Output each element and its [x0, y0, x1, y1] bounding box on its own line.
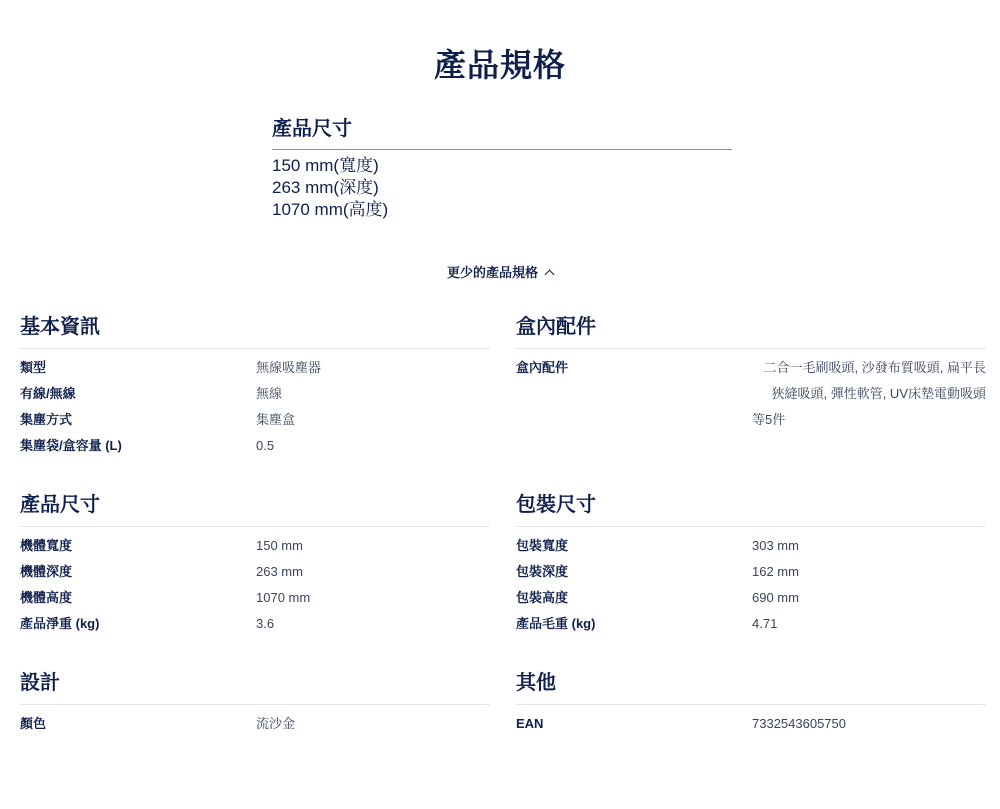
section-design	[20, 670, 490, 737]
page-title: 產品規格	[433, 47, 566, 83]
dimension-height: 1070 mm(高度)	[272, 200, 389, 219]
dimensions-summary	[272, 112, 732, 221]
spec-row	[20, 711, 490, 737]
accessory-line: 二合一毛刷吸頭, 沙發布質吸頭, 扁平長	[763, 360, 986, 375]
spec-value: 7332543605750	[752, 716, 846, 731]
spec-key: 盒內配件	[516, 360, 569, 375]
dimension-depth: 263 mm(深度)	[272, 178, 379, 197]
section-title: 其他	[516, 670, 986, 705]
section-basic-info	[20, 314, 490, 459]
fewer-specs-toggle[interactable]	[0, 262, 1000, 281]
spec-row	[516, 533, 986, 559]
spec-value: 150 mm	[256, 538, 303, 553]
spec-value: 4.71	[752, 616, 778, 631]
spec-key: EAN	[516, 716, 544, 731]
spec-row	[20, 407, 490, 433]
section-title: 產品尺寸	[20, 492, 490, 527]
section-accessories	[516, 314, 986, 433]
section-other	[516, 670, 986, 737]
spec-value: 690 mm	[752, 590, 799, 605]
spec-row	[516, 711, 986, 737]
spec-value: 0.5	[256, 438, 275, 453]
spec-value: 263 mm	[256, 564, 303, 579]
spec-value: 1070 mm	[256, 590, 311, 605]
spec-key: 機體深度	[20, 564, 73, 579]
spec-value: 無線吸塵器	[256, 360, 322, 375]
spec-key: 產品淨重 (kg)	[20, 616, 100, 631]
accessory-line: 等5件	[752, 412, 786, 427]
accessory-line: 狹縫吸頭, 彈性軟管, UV床墊電動吸頭	[771, 386, 986, 401]
spec-key: 包裝寬度	[516, 538, 569, 553]
chevron-up-icon	[545, 270, 555, 280]
section-title: 盒內配件	[516, 314, 986, 349]
spec-key: 機體寬度	[20, 538, 73, 553]
spec-row	[20, 433, 490, 459]
spec-value: 集塵盒	[256, 412, 296, 427]
section-package-size	[516, 492, 986, 637]
spec-value: 無線	[256, 386, 283, 401]
spec-row	[20, 355, 490, 381]
spec-value: 3.6	[256, 616, 275, 631]
spec-key: 機體高度	[20, 590, 73, 605]
spec-key: 類型	[20, 360, 47, 375]
fewer-specs-label: 更少的產品規格	[446, 265, 538, 280]
spec-key: 集塵方式	[20, 412, 73, 427]
section-product-size	[20, 492, 490, 637]
section-title: 設計	[20, 670, 490, 705]
spec-value: 162 mm	[752, 564, 799, 579]
spec-key: 有線/無線	[20, 386, 76, 401]
dimensions-heading: 產品尺寸	[272, 112, 732, 150]
spec-key: 包裝深度	[516, 564, 569, 579]
spec-row	[20, 533, 490, 559]
spec-row	[20, 559, 490, 585]
spec-key: 包裝高度	[516, 590, 569, 605]
spec-value	[752, 355, 986, 433]
spec-row	[516, 349, 986, 433]
spec-row	[20, 611, 490, 637]
spec-row	[516, 611, 986, 637]
spec-key: 顏色	[20, 716, 47, 731]
spec-row	[516, 559, 986, 585]
spec-row	[20, 381, 490, 407]
spec-value: 303 mm	[752, 538, 799, 553]
spec-row	[516, 585, 986, 611]
spec-value: 流沙金	[256, 716, 296, 731]
spec-key: 產品毛重 (kg)	[516, 616, 596, 631]
dimension-width: 150 mm(寬度)	[272, 156, 379, 175]
section-title: 包裝尺寸	[516, 492, 986, 527]
section-title: 基本資訊	[20, 314, 490, 349]
spec-row	[20, 585, 490, 611]
spec-key: 集塵袋/盒容量 (L)	[20, 438, 122, 453]
